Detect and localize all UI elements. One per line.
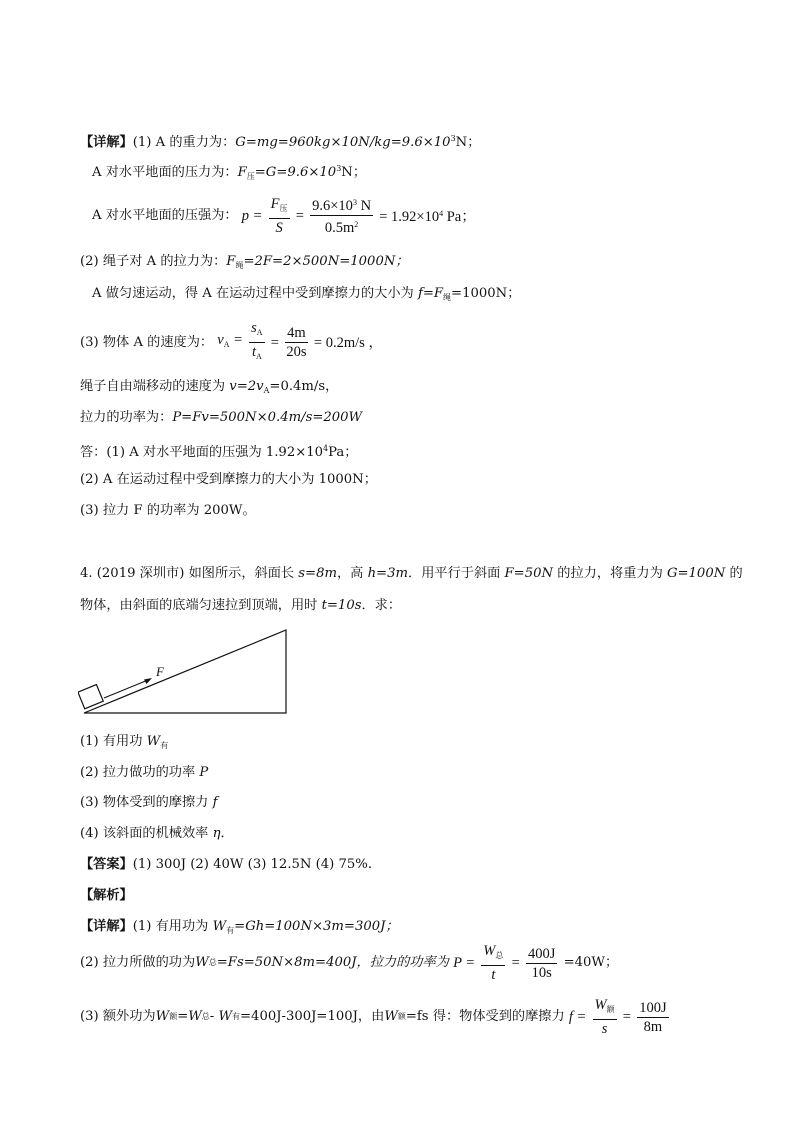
fraction-f-over-s — [269, 196, 290, 236]
incline-triangle — [84, 630, 286, 713]
unit: Pa； — [328, 445, 358, 460]
line-text: ．用平行于斜面 — [408, 566, 505, 581]
sub-question-2 — [80, 764, 208, 782]
subscript: 额 — [397, 1012, 406, 1021]
line-text: A 对水平地面的压力为： — [92, 165, 238, 180]
formula-rest: =fs 得：物体受到的摩擦力 — [405, 1009, 565, 1024]
symbol: v=2v — [229, 379, 264, 394]
result: = 0.2m/s ， — [313, 334, 383, 351]
line-text: A 对水平地面的压强为： — [92, 207, 238, 223]
exponent: 3 — [352, 198, 357, 207]
pressure-symbol: p = — [241, 207, 263, 224]
subscript: A — [223, 340, 230, 349]
subscript: 总 — [208, 958, 217, 967]
symbol: f — [212, 795, 218, 810]
subscript: 总 — [495, 951, 504, 960]
rope-speed-line — [80, 378, 338, 400]
subscript: 额 — [606, 1005, 615, 1014]
formula-rest: =Gh=100N×3m=300J； — [234, 919, 399, 934]
symbol: W — [146, 734, 161, 749]
line-text: ． — [220, 826, 234, 841]
subscript: A — [263, 386, 270, 395]
force-label: F — [156, 664, 164, 679]
line-text: ．求： — [361, 598, 402, 613]
subscript: A — [256, 328, 263, 337]
denominator: t — [251, 344, 256, 360]
symbol: f=F — [417, 286, 444, 301]
line-text: 的 — [725, 566, 743, 581]
detail-line-1 — [80, 130, 480, 152]
height-value: h=3m — [367, 566, 409, 581]
unit: N — [356, 198, 372, 214]
unit: N； — [341, 165, 367, 180]
symbol: W — [155, 1009, 170, 1024]
exponent: 2 — [354, 220, 359, 229]
subscript: 有 — [160, 741, 169, 750]
power-line — [80, 409, 362, 427]
time-value: t=10s — [321, 598, 362, 613]
line-text: (1) 有用功为 — [132, 919, 213, 934]
equals: = — [270, 334, 279, 351]
fraction-values — [285, 325, 308, 360]
formula-rest: =0.4m/s， — [269, 379, 339, 394]
line-text: (2) 拉力做功的功率 — [80, 765, 200, 780]
fraction-w-over-s — [593, 997, 617, 1037]
force-arrowhead — [144, 678, 152, 684]
equals: = — [295, 207, 304, 224]
numerator: s — [251, 320, 257, 336]
line-text: 4. (2019 深圳市) 如图所示，斜面长 — [80, 566, 299, 581]
fraction-values — [526, 946, 557, 981]
weight-value: G=100N — [666, 566, 726, 581]
line-text: (2) A 在运动过程中受到摩擦力的大小为 1000N； — [80, 472, 377, 487]
incline-figure — [78, 625, 294, 717]
denominator: t — [491, 967, 496, 983]
fraction-w-over-t — [481, 943, 505, 983]
detail-total-work — [80, 943, 618, 984]
subscript: 总 — [201, 1012, 210, 1021]
line-text: A 做匀速运动，得 A 在运动过程中受到摩擦力的大小为 — [92, 286, 418, 301]
question-4-line-1 — [80, 565, 743, 583]
subscript: A — [255, 352, 262, 361]
sub-question-4 — [80, 825, 234, 843]
line-text: 的拉力，将重力为 — [553, 566, 667, 581]
exponent: 3 — [336, 164, 342, 173]
sub-question-3 — [80, 794, 217, 812]
answer-line-1 — [80, 440, 357, 462]
answer-line-3 — [80, 502, 256, 520]
unit: N； — [455, 135, 481, 150]
force-value: F=50N — [504, 566, 554, 581]
friction-line — [92, 285, 520, 307]
numerator: W — [594, 997, 607, 1013]
detail-useful-work — [80, 918, 399, 940]
denominator: 20s — [286, 344, 307, 360]
line-text: (3) 物体 A 的速度为： — [80, 334, 214, 350]
formula-part: =W — [177, 1009, 202, 1024]
equals: = — [511, 955, 520, 971]
formula-part: - W — [209, 1009, 232, 1024]
subscript: 绳 — [235, 261, 244, 270]
rope-force-line — [80, 253, 409, 275]
formula-rest: =2F=2×500N=1000N； — [243, 254, 409, 269]
velocity-symbol: v — [217, 332, 224, 348]
equals: = — [622, 1009, 631, 1025]
denominator: 0.5m — [324, 220, 355, 236]
numerator: 4m — [287, 325, 306, 341]
line-text: (3) 拉力 F 的功率为 200W。 — [80, 503, 256, 518]
fraction-s-over-t — [249, 320, 264, 365]
symbol: η — [212, 826, 221, 841]
formula-rest: =G=9.6×10 — [254, 165, 337, 180]
pressure-line — [92, 194, 476, 237]
subscript: 压 — [246, 172, 255, 181]
question-4-line-2 — [80, 597, 401, 615]
subscript: 额 — [169, 1012, 178, 1021]
result: =40W； — [563, 955, 619, 970]
answer-line — [80, 856, 372, 874]
pressure-force-line — [92, 160, 366, 186]
symbol: W — [212, 919, 227, 934]
line-text: (2) 绳子对 A 的拉力为： — [80, 254, 227, 269]
exponent: 4 — [323, 444, 329, 453]
equals: = — [229, 332, 243, 348]
numerator: 100J — [639, 999, 667, 1016]
length-value: s=8m — [298, 566, 337, 581]
block — [78, 685, 103, 709]
friction-symbol: f = — [568, 1009, 587, 1025]
line-text: (3) 物体受到的摩擦力 — [80, 795, 213, 810]
detail-extra-work — [80, 997, 671, 1038]
line-text: 答：(1) A 对水平地面的压强为 1.92×10 — [80, 445, 324, 460]
line-text: 物体，由斜面的底端匀速拉到顶端，用时 — [80, 598, 322, 613]
symbol: F — [237, 165, 247, 180]
analysis-line — [80, 887, 133, 905]
power-formula: P=Fv=500N×0.4m/s=200W — [172, 410, 363, 425]
denominator: 10s — [531, 964, 552, 981]
sub-question-1 — [80, 733, 168, 755]
numerator: 9.6×10 — [312, 198, 353, 214]
fraction-values — [310, 195, 373, 236]
unit: Pa； — [443, 209, 476, 225]
answer-text: (1) 300J (2) 40W (3) 12.5N (4) 75%. — [132, 857, 373, 872]
gravity-formula: G=mg=960kg×10N/kg=9.6×10 — [235, 135, 451, 150]
line-text: (1) 有用功 — [80, 734, 147, 749]
power-symbol: P = — [453, 955, 476, 971]
detail-text: (1) A 的重力为： — [132, 135, 236, 150]
exponent: 3 — [450, 134, 456, 143]
subscript: 有 — [232, 1012, 240, 1021]
symbol: P — [199, 765, 209, 780]
line-text: ，高 — [336, 566, 368, 581]
answer-line-2 — [80, 471, 377, 489]
numerator: 400J — [527, 945, 556, 962]
numerator: W — [483, 943, 496, 959]
formula-rest: =1000N； — [451, 286, 521, 301]
symbol: W — [384, 1009, 398, 1024]
subscript: 绳 — [443, 293, 452, 302]
answer-tag: 【答案】 — [80, 857, 133, 872]
subscript: 有 — [226, 926, 235, 935]
numerator: F — [270, 195, 280, 212]
exponent: 4 — [439, 209, 444, 218]
fraction-values — [637, 1000, 668, 1035]
denominator: s — [601, 1021, 608, 1037]
formula-rest: =Fs=50N×8m=400J，拉力的功率为 — [216, 955, 449, 970]
line-text: (2) 拉力所做的功为 — [80, 955, 196, 970]
line-text: (4) 该斜面的机械效率 — [80, 826, 213, 841]
symbol: W — [195, 955, 209, 970]
line-text: 绳子自由端移动的速度为 — [80, 379, 230, 394]
formula-rest: =400J-300J=100J，由 — [240, 1009, 385, 1024]
denominator: 8m — [643, 1018, 663, 1035]
velocity-line — [80, 320, 383, 365]
detail-tag: 【详解】 — [80, 919, 133, 934]
denominator: S — [275, 219, 283, 236]
analysis-tag: 【解析】 — [80, 888, 133, 903]
line-text: 拉力的功率为： — [80, 410, 173, 425]
subscript: 压 — [279, 203, 288, 213]
line-text: (3) 额外功为 — [80, 1009, 156, 1024]
result: = 1.92×10 — [379, 209, 440, 225]
detail-tag: 【详解】 — [80, 135, 133, 150]
symbol: F — [226, 254, 236, 269]
